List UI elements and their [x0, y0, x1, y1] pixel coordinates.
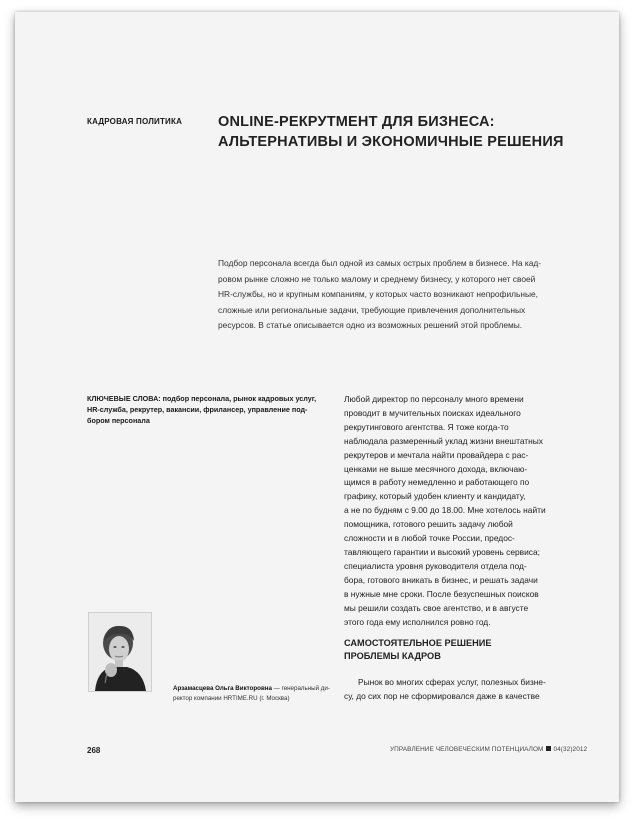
body-line: этого года ему исполнился ровно год.: [344, 616, 491, 627]
body-line: су, до сих пор не сформировался даже в качестве: [344, 690, 540, 701]
journal-name: УПРАВЛЕНИЕ ЧЕЛОВЕЧЕСКИМ ПОТЕНЦИАЛОМ: [390, 746, 544, 753]
article-body-continued: [344, 676, 596, 704]
journal-footer: [390, 746, 587, 753]
body-line: специалиста уровня руководителя отдела под-: [344, 560, 527, 571]
author-role: — генеральный ди-: [271, 685, 330, 692]
body-line: щимся в работу немедленно и работающего по: [344, 477, 530, 488]
subheading-line: САМОСТОЯТЕЛЬНОЕ РЕШЕНИЕ: [344, 638, 492, 648]
body-line: бора, готового вникать в бизнес, и решать задачи: [344, 574, 538, 585]
body-line: рекрутеров и мечтала найти провайдера с рас-: [344, 449, 529, 460]
article-abstract: [218, 256, 590, 334]
author-photo: [88, 612, 152, 692]
body-line: а не по будням с 9.00 до 18.00. Мне хотелось найти: [344, 505, 546, 516]
body-line: наблюдала размеренный уклад жизни внештатных: [344, 435, 543, 446]
abstract-line: HR-службы, но и крупным компаниям, у которых часто возникают непрофильные,: [218, 289, 538, 300]
keywords-block: [87, 394, 337, 426]
keywords-line: HR-служба, рекрутер, вакансии, фрилансер, управление под-: [87, 404, 308, 414]
keywords-line: бором персонала: [87, 415, 150, 425]
author-role-continued: ректор компании HRTIME.RU (г. Москва): [173, 695, 290, 702]
journal-issue: 04(32)2012: [553, 746, 588, 753]
page-number: 268: [87, 746, 101, 755]
body-line: Рынок во многих сферах услуг, полезных бизне-: [358, 677, 546, 687]
body-line: проводит в мучительных поисках идеального: [344, 407, 521, 418]
document-page: [15, 12, 619, 802]
subheading-line: ПРОБЛЕМЫ КАДРОВ: [344, 650, 441, 661]
body-line: сложности и в любой точке России, предос-: [344, 533, 515, 544]
author-name: Арзамасцева Ольга Викторовна: [173, 685, 272, 692]
body-line: ценками не выше месячного дохода, включаю-: [344, 463, 528, 474]
article-body: [344, 393, 596, 629]
abstract-line: ровом рынке сложно не только малому и среднему бизнесу, у которого нет своей: [218, 273, 536, 284]
square-bullet-icon: [546, 746, 551, 751]
author-info: [173, 684, 333, 704]
article-title: [218, 112, 598, 152]
article-title-line: ONLINE-РЕКРУТМЕНТ ДЛЯ БИЗНЕСА:: [218, 114, 495, 130]
author-portrait-icon: [89, 613, 151, 691]
abstract-line: ресурсов. В статье описывается одно из возможных решений этой проблемы.: [218, 320, 523, 331]
body-line: мы решили создать свое агентство, и в августе: [344, 602, 529, 613]
body-line: помощника, готового решить задачу любой: [344, 519, 513, 530]
body-line: в нужные мне сроки. После безуспешных поисков: [344, 588, 539, 599]
body-line: графику, который удобен клиенту и кандидату,: [344, 491, 526, 502]
body-line: Любой директор по персоналу много времени: [344, 394, 524, 404]
body-line: рекрутингового агентства. Я тоже когда-то: [344, 421, 509, 432]
section-label: КАДРОВАЯ ПОЛИТИКА: [87, 117, 183, 126]
author-line: [173, 684, 333, 694]
keywords-line: КЛЮЧЕВЫЕ СЛОВА: подбор персонала, рынок кадровых услуг,: [87, 394, 317, 403]
section-subheading: [344, 637, 594, 662]
article-title-line: АЛЬТЕРНАТИВЫ И ЭКОНОМИЧНЫЕ РЕШЕНИЯ: [218, 134, 564, 150]
body-line: тавляющего гарантии и высокий уровень сервиса;: [344, 546, 540, 557]
abstract-line: Подбор персонала всегда был одной из самых острых проблем в бизнесе. На кад-: [218, 258, 542, 268]
abstract-line: сложные или региональные задачи, требующие привлечения дополнительных: [218, 304, 526, 315]
